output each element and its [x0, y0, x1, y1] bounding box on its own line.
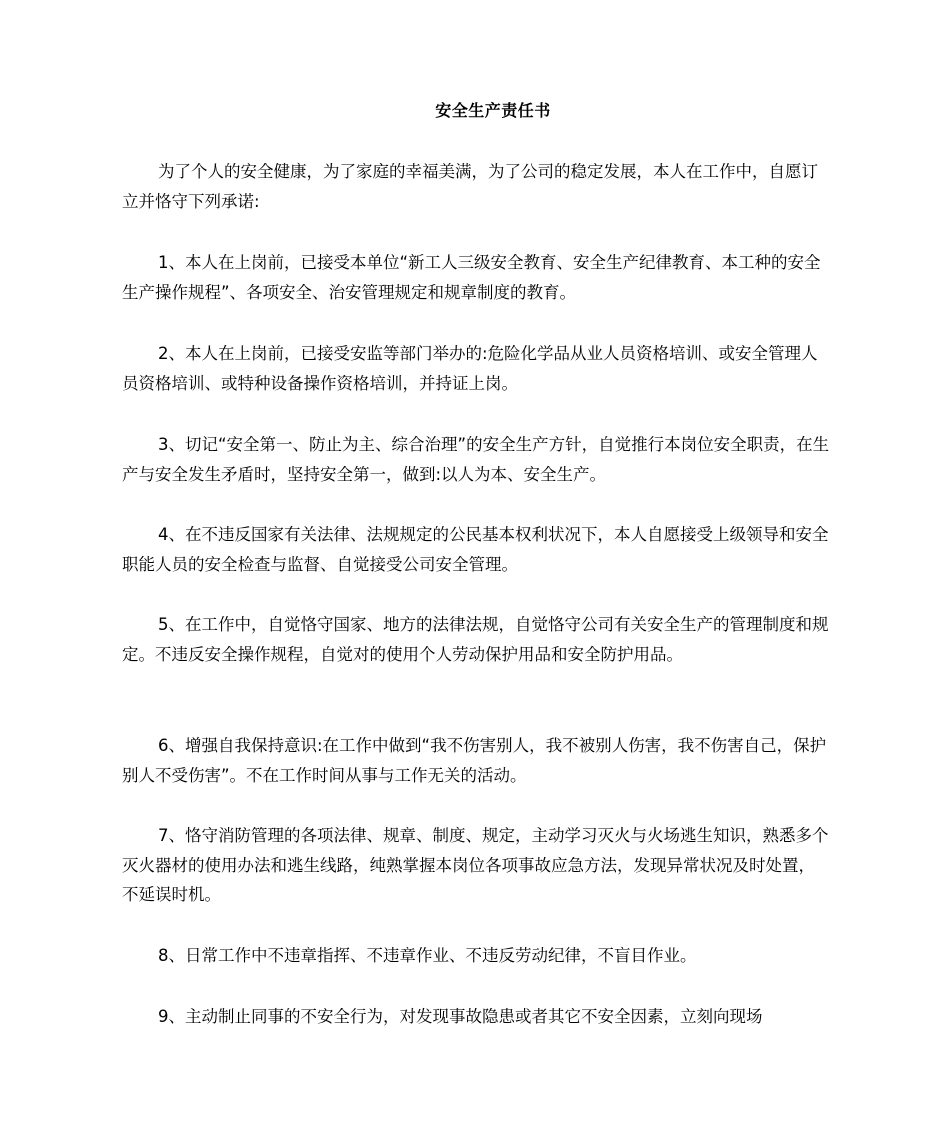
preamble-paragraph: 为了个人的安全健康，为了家庭的幸福美满，为了公司的稳定发展，本人在工作中，自愿订立并恪守下列承诺: [122, 162, 818, 211]
clause-9-paragraph: 9、主动制止同事的不安全行为，对发现事故隐患或者其它不安全因素，立刻向现场 [158, 1007, 763, 1026]
clause-1-paragraph: 1、本人在上岗前，已接受本单位“新工人三级安全教育、安全生产纪律教育、本工种的安全生产操作规程”、各项安全、治安管理规定和规章制度的教育。 [122, 253, 821, 302]
clause-3-paragraph: 3、切记“安全第一、防止为主、综合治理”的安全生产方针，自觉推行本岗位安全职责，在生产与安全发生矛盾时，坚持安全第一，做到:以人为本、安全生产。 [122, 435, 830, 484]
clause-5-paragraph: 5、在工作中，自觉恪守国家、地方的法律法规，自觉恪守公司有关安全生产的管理制度和规定。不违反安全操作规程，自觉对的使用个人劳动保护用品和安全防护用品。 [122, 615, 829, 664]
clause-7-paragraph: 7、恪守消防管理的各项法律、规章、制度、规定，主动学习灭火与火场逃生知识，熟悉多个灭火器材的使用办法和逃生线路，纯熟掌握本岗位各项事故应急方法，发现异常状况及时处置，不延误时机。 [122, 826, 829, 904]
clause-6-paragraph: 6、增强自我保持意识:在工作中做到“我不伤害别人，我不被别人伤害，我不伤害自己，保护别人不受伤害”。不在工作时间从事与工作无关的活动。 [122, 736, 827, 785]
clause-8-paragraph: 8、日常工作中不违章指挥、不违章作业、不违反劳动纪律，不盲目作业。 [158, 946, 697, 965]
clause-4-paragraph: 4、在不违反国家有关法律、法规规定的公民基本权利状况下，本人自愿接受上级领导和安全职能人员的安全检查与监督、自觉接受公司安全管理。 [122, 525, 829, 574]
clause-2-paragraph: 2、本人在上岗前，已接受安监等部门举办的:危险化学品从业人员资格培训、或安全管理人员资格培训、或特种设备操作资格培训，并持证上岗。 [122, 344, 818, 393]
document-title: 安全生产责任书 [435, 101, 551, 120]
